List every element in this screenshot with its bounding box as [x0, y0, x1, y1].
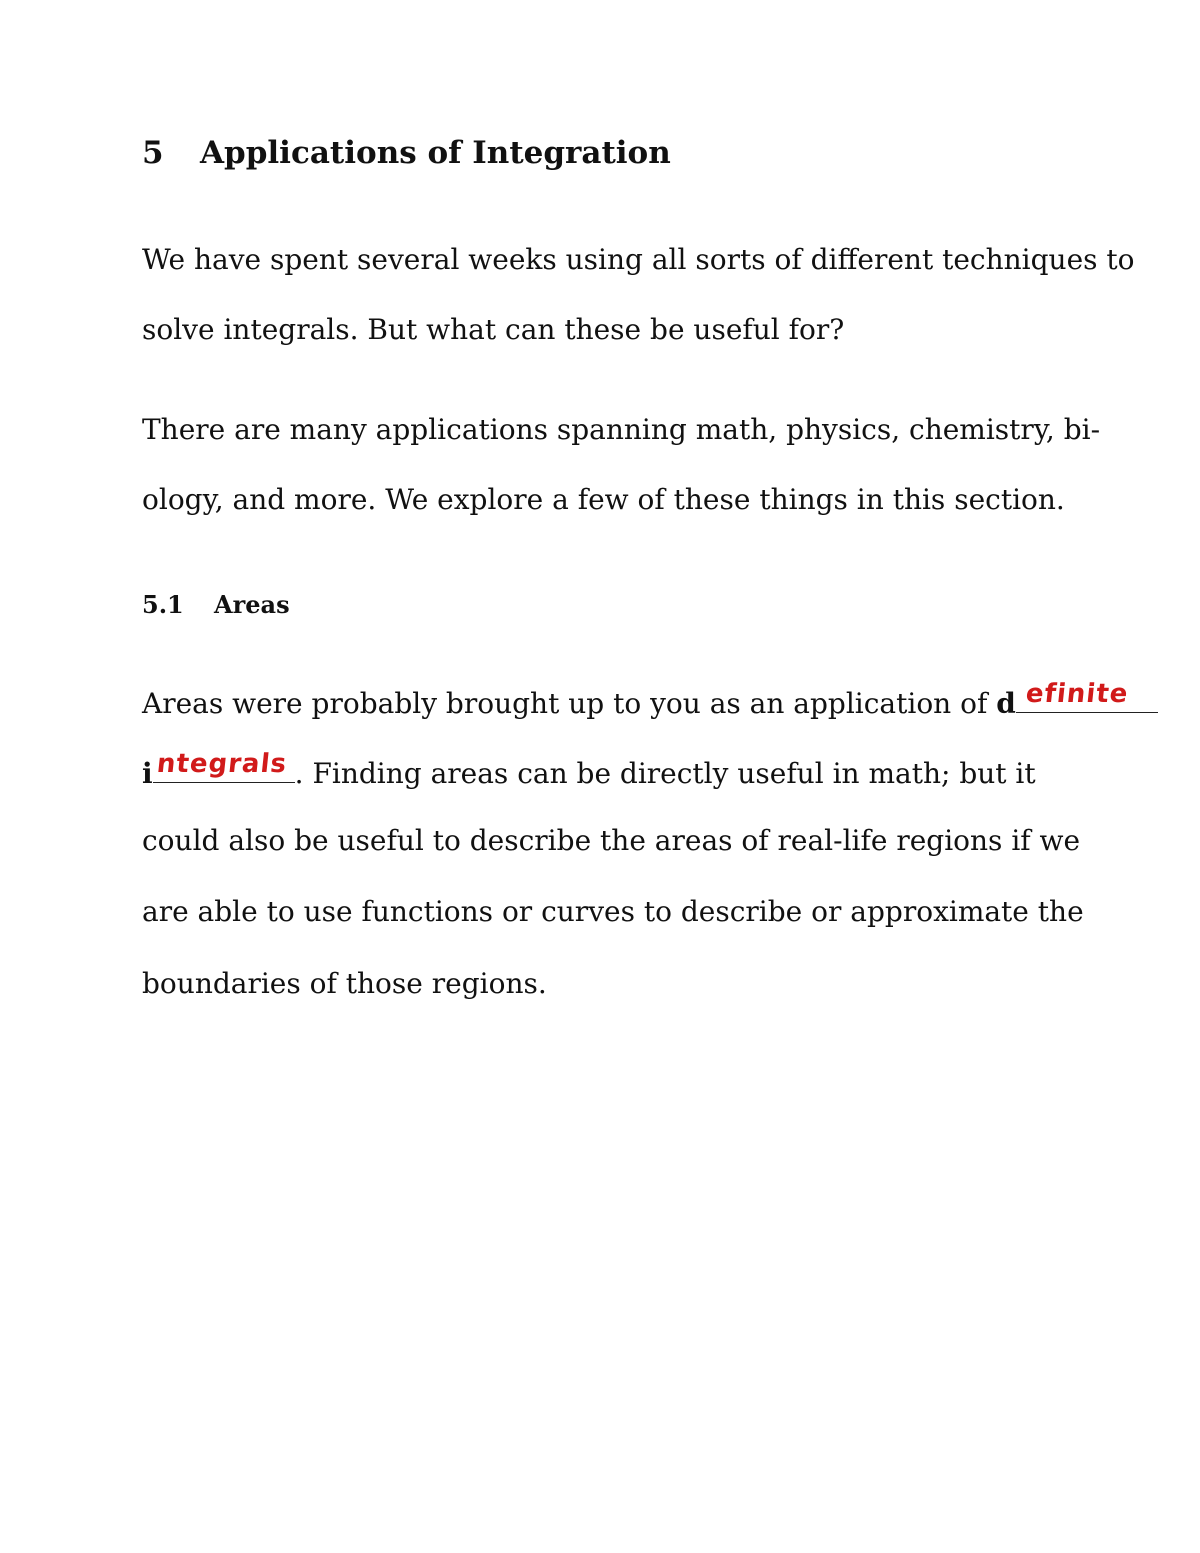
- section-heading: [142, 135, 671, 171]
- areas-line2-suffix: . Finding areas can be directly useful in math; but it: [294, 757, 1036, 790]
- blank1-prefix: d: [996, 687, 1016, 720]
- areas-line1: [142, 679, 1158, 722]
- fill-in-blank-2[interactable]: [153, 749, 295, 783]
- subsection-title: Areas: [214, 590, 290, 619]
- intro-p1-line1: We have spent several weeks using all sorts of different techniques to: [142, 243, 1135, 276]
- handwritten-answer-1: efinite: [1024, 679, 1130, 709]
- fill-in-blank-1[interactable]: [1016, 679, 1158, 713]
- intro-p2-line1: There are many applications spanning math, physics, chemistry, bi-: [142, 413, 1101, 446]
- areas-line4: are able to use functions or curves to describe or approximate the: [142, 895, 1084, 928]
- section-number: 5: [142, 135, 164, 171]
- areas-line2: [142, 749, 1036, 792]
- intro-p2-line2: ology, and more. We explore a few of these things in this section.: [142, 483, 1065, 516]
- blank2-prefix: i: [142, 757, 153, 790]
- subsection-heading: [142, 590, 290, 619]
- section-title: Applications of Integration: [200, 135, 671, 171]
- areas-line3: could also be useful to describe the areas of real-life regions if we: [142, 824, 1081, 857]
- areas-line5: boundaries of those regions.: [142, 967, 547, 1000]
- areas-line1-text: Areas were probably brought up to you as an application of: [142, 687, 988, 720]
- intro-p1-line2: solve integrals. But what can these be useful for?: [142, 313, 845, 346]
- subsection-number: 5.1: [142, 590, 184, 619]
- handwritten-answer-2: ntegrals: [155, 749, 289, 779]
